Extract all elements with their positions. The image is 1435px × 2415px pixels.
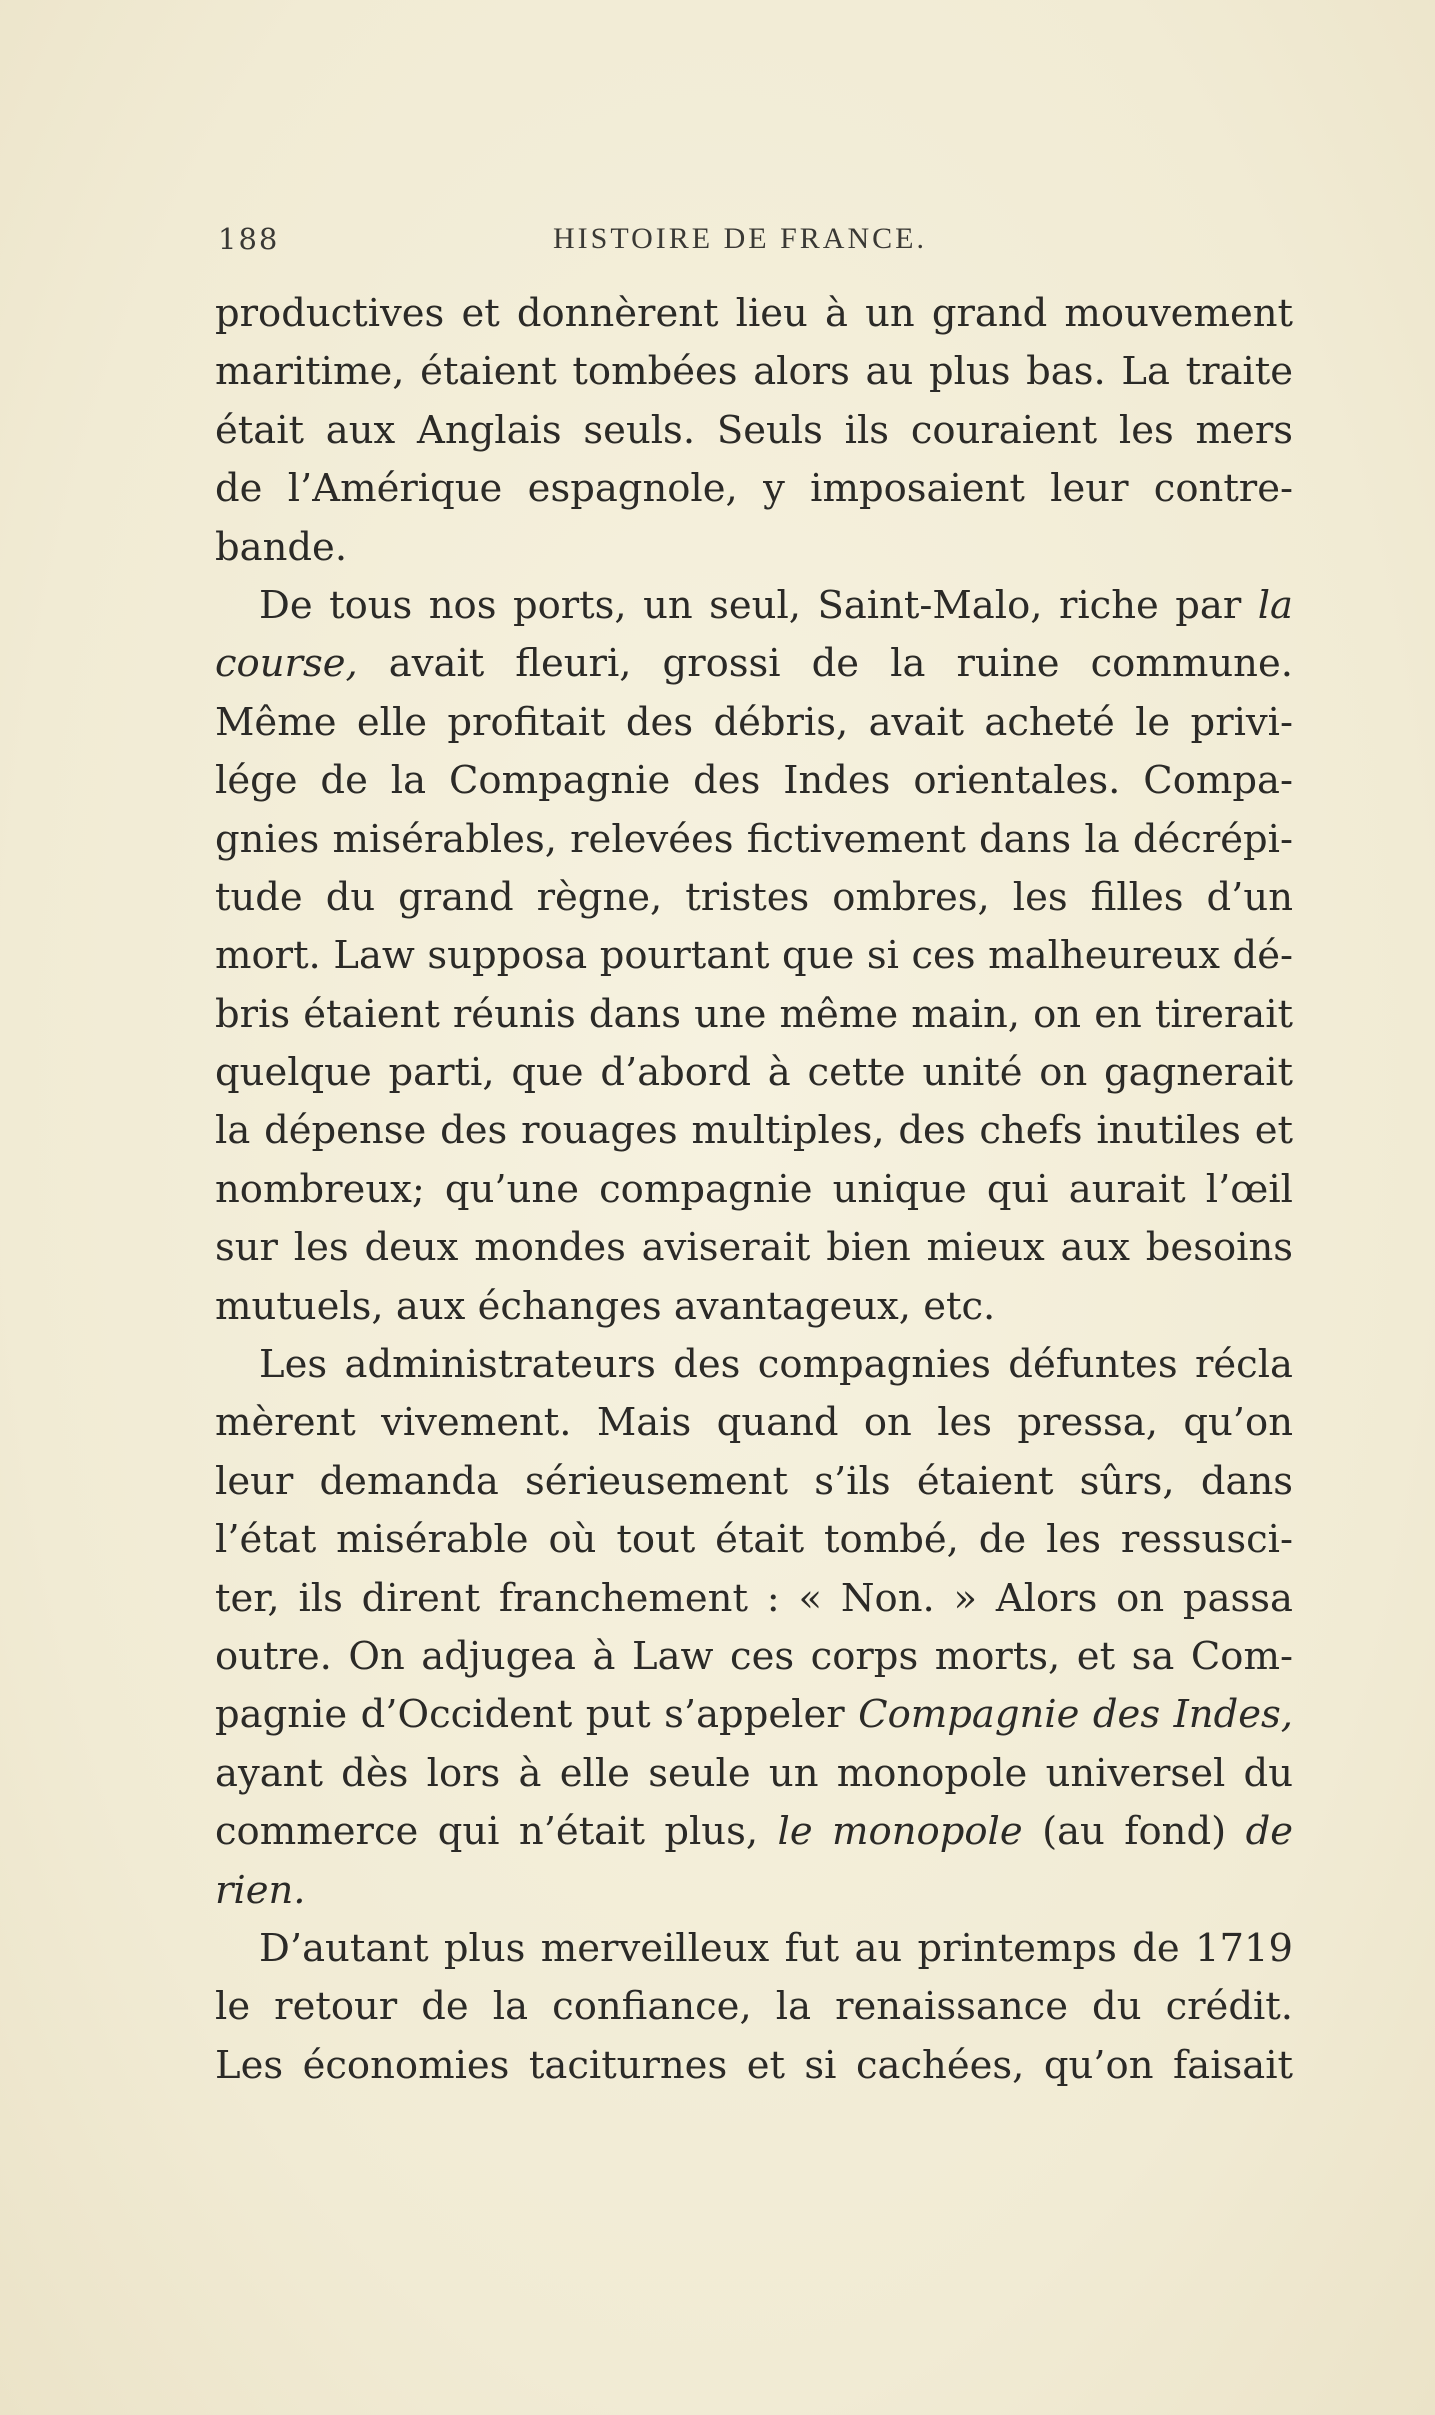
text-line: mutuels, aux échanges avantageux, etc.	[215, 1283, 996, 1329]
running-head	[218, 222, 1218, 262]
text-line: mort. Law supposa pourtant que si ces malheureux dé-	[215, 933, 1293, 979]
text-line: productives et donnèrent lieu à un grand mouvement	[215, 291, 1293, 336]
text-line: quelque parti, que d’abord à cette unité on gagnerait	[215, 1050, 1293, 1096]
text-line: Les administrateurs des compagnies défuntes récla	[259, 1342, 1293, 1388]
page-number: 188	[218, 222, 280, 256]
text-line: rien.	[215, 1867, 306, 1913]
text-line: pagnie d’Occident put s’appeler Compagnie des Indes,	[215, 1692, 1294, 1738]
running-title: HISTOIRE DE FRANCE.	[553, 222, 927, 255]
text-line: bris étaient réunis dans une même main, on en tirerait	[215, 991, 1293, 1037]
text-line: commerce qui n’était plus, le monopole (au fond) de	[215, 1809, 1294, 1855]
text-line: l’état misérable où tout était tombé, de les ressusci-	[215, 1517, 1293, 1563]
body-text	[215, 285, 1293, 2095]
text-line: de l’Amérique espagnole, y imposaient leur contre-	[215, 466, 1293, 512]
text-line: le retour de la confiance, la renaissance du crédit.	[215, 1984, 1293, 2030]
text-line: Même elle profitait des débris, avait acheté le privi-	[215, 699, 1293, 745]
text-line: ayant dès lors à elle seule un monopole universel du	[215, 1750, 1293, 1796]
text-line: tude du grand règne, tristes ombres, les filles d’un	[215, 874, 1293, 920]
text-line: D’autant plus merveilleux fut au printemps de 1719	[259, 1925, 1293, 1971]
text-line: leur demanda sérieusement s’ils étaient sûrs, dans	[215, 1458, 1293, 1504]
text-line: Les économies taciturnes et si cachées, qu’on faisait	[215, 2042, 1293, 2088]
text-line: lége de la Compagnie des Indes orientales. Compa-	[215, 758, 1293, 804]
text-line: nombreux; qu’une compagnie unique qui aurait l’œil	[215, 1166, 1293, 1212]
text-line: maritime, étaient tombées alors au plus bas. La traite	[215, 349, 1293, 395]
text-line: la dépense des rouages multiples, des chefs inutiles et	[215, 1108, 1293, 1154]
text-line: gnies misérables, relevées fictivement dans la décrépi-	[215, 816, 1293, 862]
text-line: outre. On adjugea à Law ces corps morts, et sa Com-	[215, 1633, 1293, 1679]
text-line: bande.	[215, 524, 348, 570]
text-line: sur les deux mondes aviserait bien mieux aux besoins	[215, 1225, 1293, 1271]
text-line: De tous nos ports, un seul, Saint-Malo, riche par la	[259, 582, 1293, 628]
text-line: course, avait fleuri, grossi de la ruine commune.	[215, 641, 1293, 687]
text-line: ter, ils dirent franchement : « Non. » Alors on passa	[215, 1575, 1293, 1621]
text-line: mèrent vivement. Mais quand on les pressa, qu’on	[215, 1400, 1293, 1446]
text-line: était aux Anglais seuls. Seuls ils couraient les mers	[215, 407, 1293, 453]
